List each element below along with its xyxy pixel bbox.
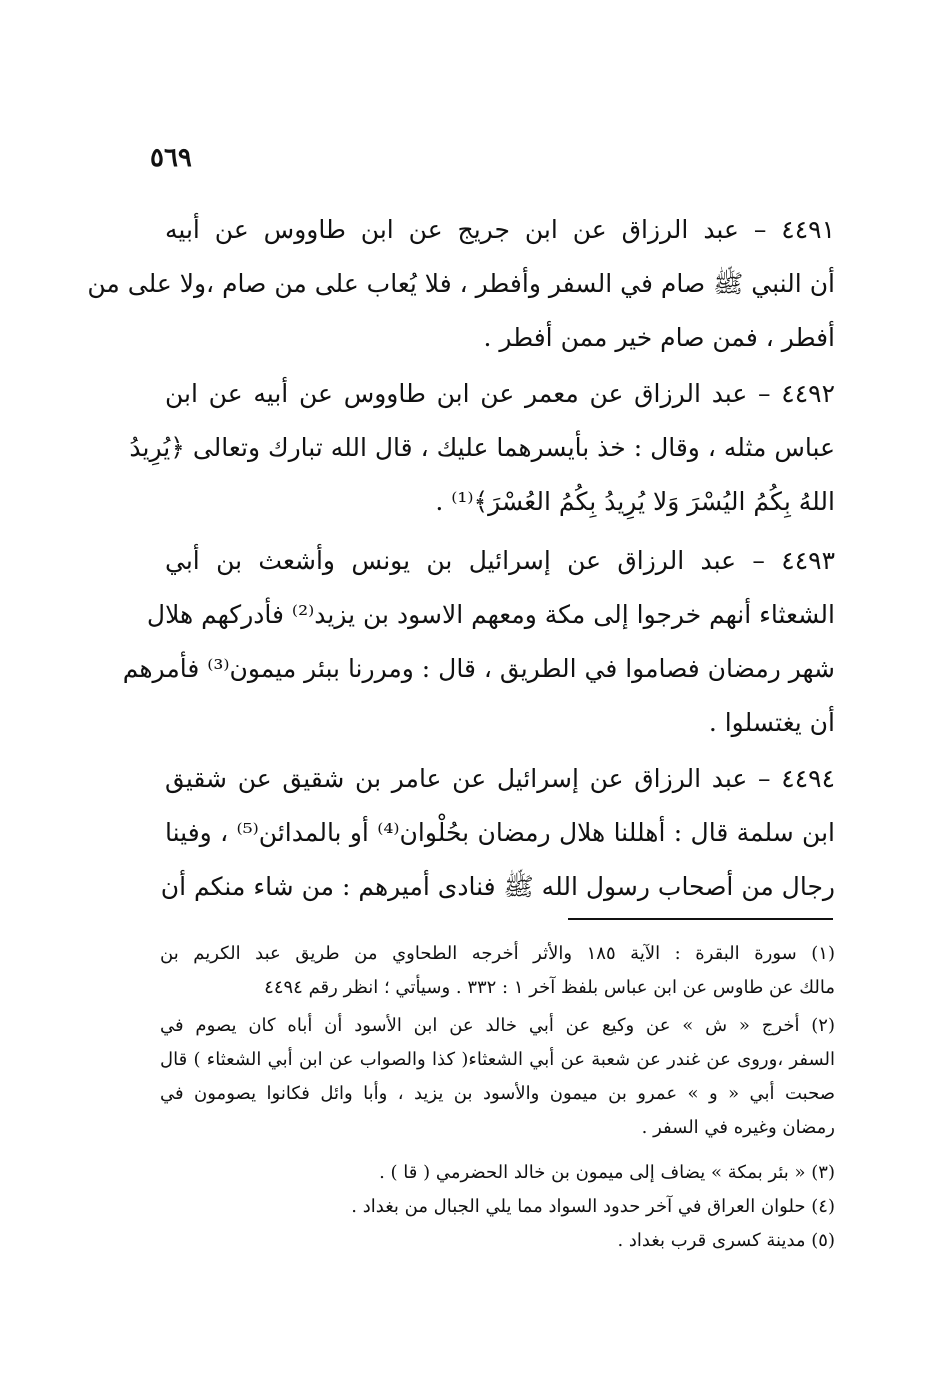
hadith-line: أن النبي ﷺ صام في السفر وأفطر ، فلا يُعاب على من صام ،ولا على من: [87, 269, 835, 298]
footnote-3-5: [160, 1156, 835, 1258]
footnote-4: (٤) حلوان العراق في آخر حدود السواد مما يلي الجبال من بغداد .: [351, 1196, 835, 1217]
page-number: ٥٦٩: [150, 143, 192, 173]
footnote-line: صحبت أبي « و » عمرو بن ميمون والأسود بن يزيد ، وأبا وائل فكانوا يصومون في: [160, 1083, 835, 1104]
hadith-line: أفطر ، فمن صام خير ممن أفطر .: [483, 323, 835, 352]
hadith-line: اللهُ بِكُمُ اليُسْرَ وَلا يُرِيدُ بِكُمُ العُسْرَ﴾⁽¹⁾ .: [435, 487, 835, 516]
hadith-4491: [87, 203, 835, 365]
hadith-line: ابن سلمة قال : أهللنا هلال رمضان بحُلْوان⁽⁴⁾ أو بالمدائن⁽⁵⁾ ، وفينا: [165, 818, 835, 847]
footnote-3: (٣) « بئر بمكة » يضاف إلى ميمون بن خالد الحضرمي ( قا ) .: [379, 1162, 835, 1183]
footnote-divider: [568, 918, 833, 920]
hadith-line: الشعثاء أنهم خرجوا إلى مكة ومعهم الاسود بن يزيد⁽²⁾ فأدركهم هلال: [146, 600, 835, 629]
footnote-line: رمضان وغيره في السفر .: [641, 1117, 835, 1138]
footnote-1: [160, 937, 835, 1005]
hadith-line: شهر رمضان فصاموا في الطريق ، قال : ومررنا ببئر ميمون⁽³⁾ فأمرهم: [122, 654, 835, 683]
hadith-4493: [122, 534, 835, 750]
hadith-4492: [129, 367, 835, 529]
footnote-line: (١) سورة البقرة : الآية ١٨٥ والأثر أخرجه الطحاوي من طريق عبد الكريم بن: [160, 943, 835, 964]
footnote-line: (٢) أخرج « ش » عن وكيع عن أبي خالد عن ابن الأسود أن أباه كان يصوم في: [160, 1015, 835, 1036]
footnote-line: السفر ،وروى عن غندر عن شعبة عن أبي الشعثاء( كذا والصواب عن ابن أبي الشعثاء ) قال: [160, 1049, 835, 1070]
hadith-line: ٤٤٩١ – عبد الرزاق عن ابن جريج عن ابن طاووس عن أبيه: [165, 215, 835, 244]
hadith-line: رجال من أصحاب رسول الله ﷺ فنادى أميرهم : من شاء منكم أن: [160, 872, 835, 901]
hadith-line: عباس مثله ، وقال : خذ بأيسرهما عليك ، قال الله تبارك وتعالى ﴿يُرِيدُ: [129, 433, 835, 462]
hadith-line: ٤٤٩٢ – عبد الرزاق عن معمر عن ابن طاووس عن أبيه عن ابن: [165, 379, 835, 408]
hadith-line: أن يغتسلوا .: [708, 708, 835, 737]
footnote-2: [160, 1009, 835, 1145]
footnote-line: مالك عن طاوس عن ابن عباس بلفظ آخر ١ : ٣٣٢ . وسيأتي ؛ انظر رقم ٤٤٩٤: [264, 977, 835, 998]
hadith-line: ٤٤٩٣ – عبد الرزاق عن إسرائيل بن يونس وأشعث بن أبي: [165, 546, 835, 575]
hadith-4494: [160, 752, 835, 914]
hadith-line: ٤٤٩٤ – عبد الرزاق عن إسرائيل عن عامر بن شقيق عن شقيق: [165, 764, 835, 793]
footnote-5: (٥) مدينة كسرى قرب بغداد .: [617, 1230, 835, 1251]
